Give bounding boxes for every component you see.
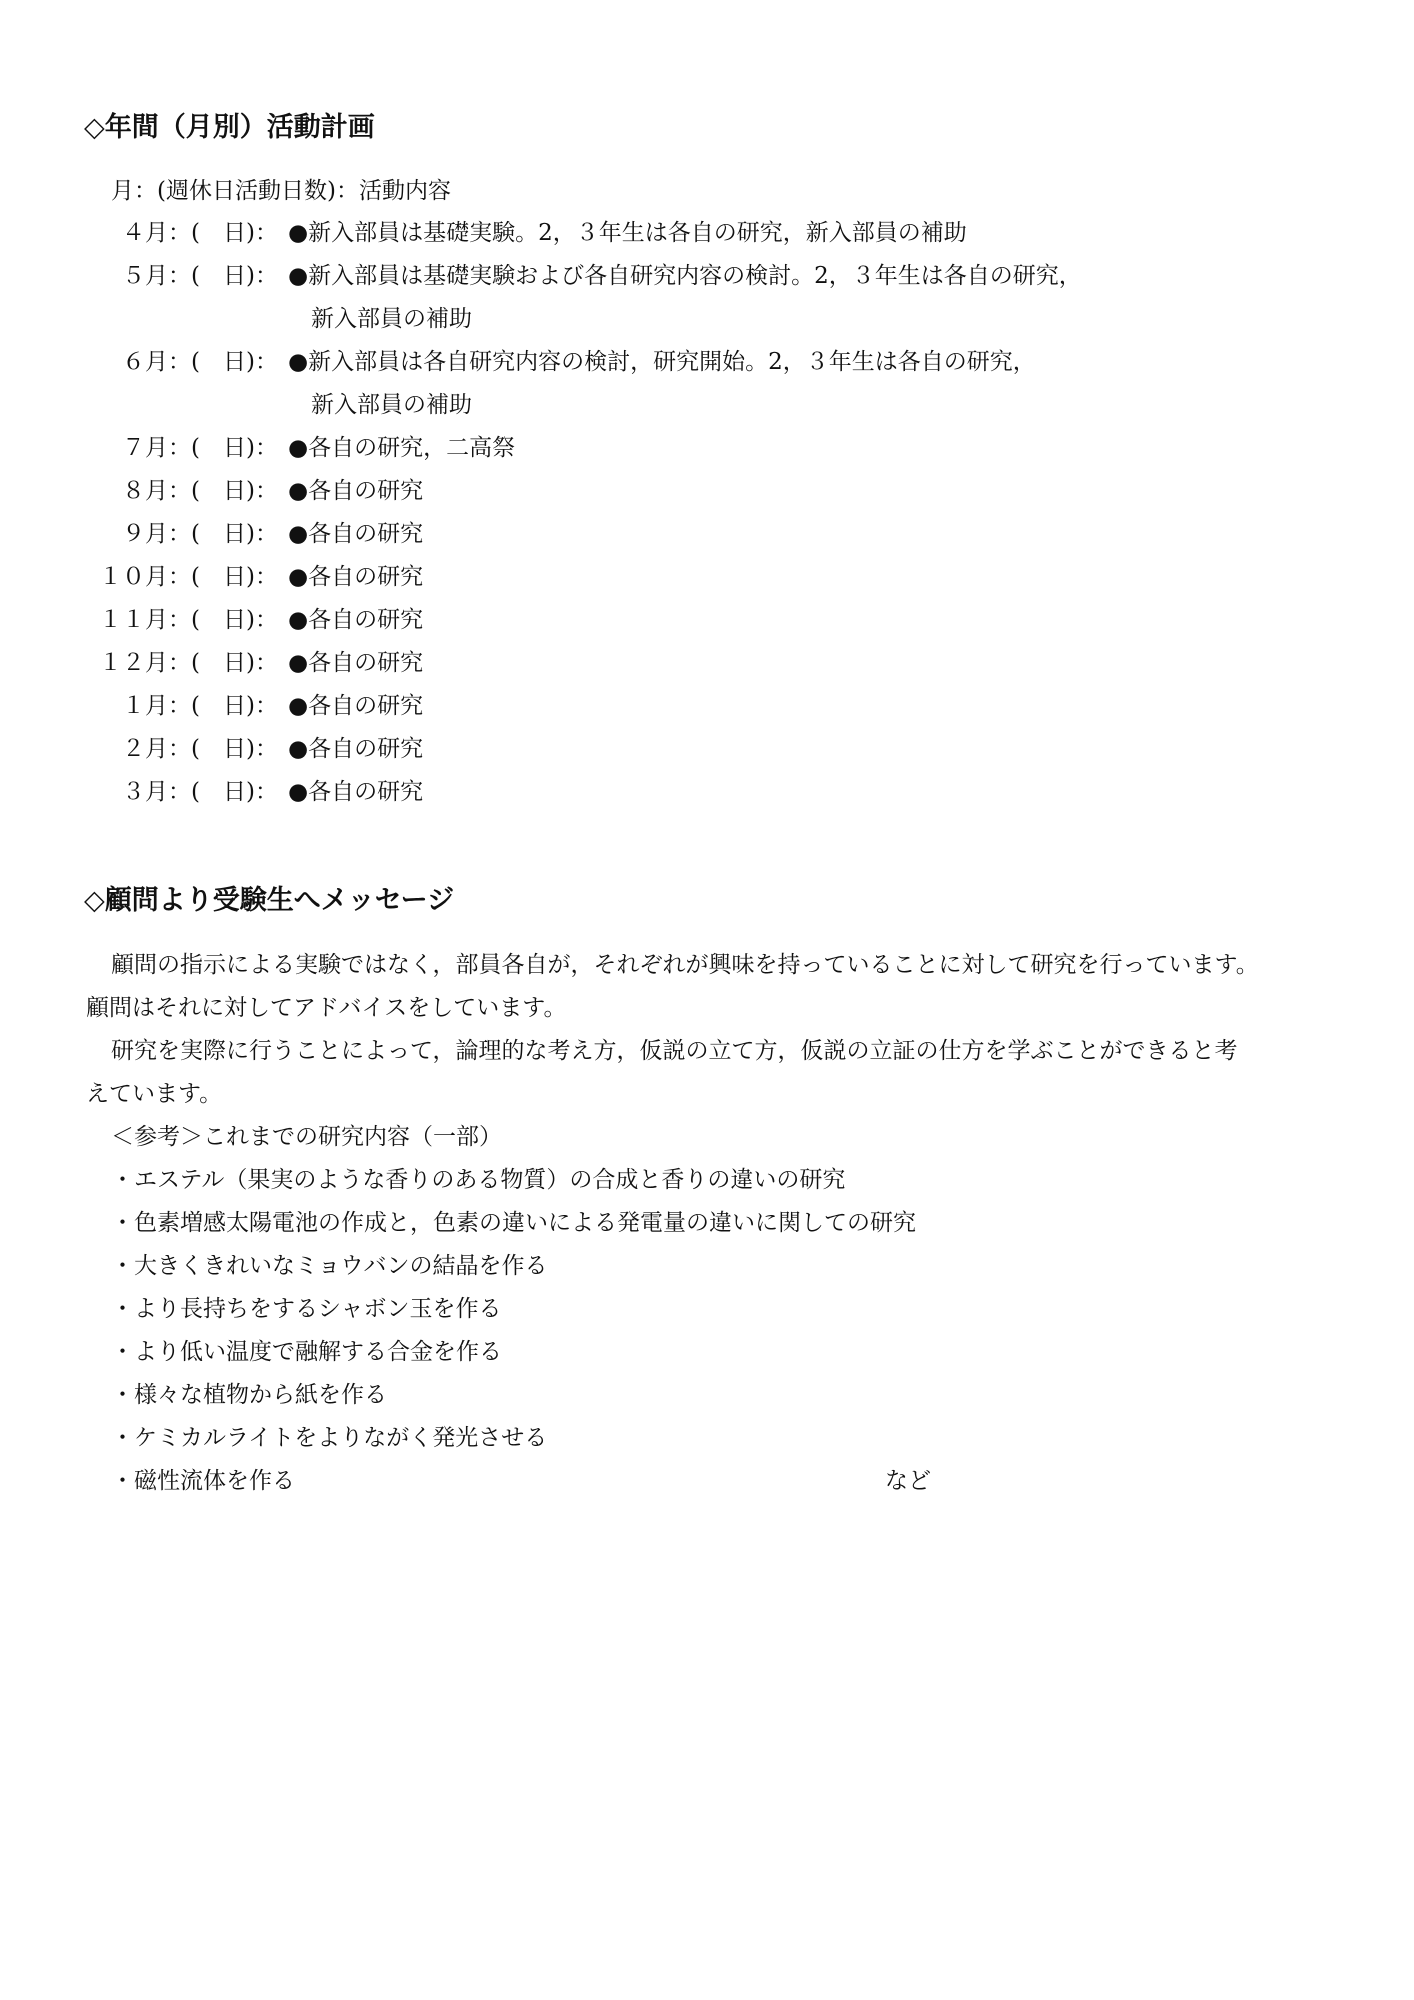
- row-days: ( 日)：: [191, 779, 278, 805]
- row-days: ( 日)：: [191, 263, 278, 289]
- row-days: ( 日)：: [191, 650, 278, 676]
- message-heading: ◇顧問より受験生へメッセージ: [84, 885, 455, 916]
- row-days: ( 日)：: [191, 607, 278, 633]
- row-content-continued: 新入部員の補助: [311, 392, 472, 418]
- row-month: ３月：: [122, 779, 191, 805]
- row-content: ●各自の研究: [288, 650, 424, 676]
- list-item: ・ケミカルライトをよりながく発光させる: [111, 1425, 548, 1451]
- list-item: ・大きくきれいなミョウバンの結晶を作る: [111, 1253, 548, 1279]
- etc-label: など: [885, 1468, 931, 1494]
- message-paragraph-1-line-1: 顧問の指示による実験ではなく，部員各自が，それぞれが興味を持っていることに対して研究を行っています。: [111, 952, 1259, 978]
- row-content: ●各自の研究，二高祭: [288, 435, 516, 461]
- row-content: ●各自の研究: [288, 478, 424, 504]
- row-content: ●各自の研究: [288, 779, 424, 805]
- row-month: ７月：: [122, 435, 191, 461]
- row-month: ２月：: [122, 736, 191, 762]
- list-item: ・より低い温度で融解する合金を作る: [111, 1339, 502, 1365]
- list-item: ・磁性流体を作る: [111, 1468, 295, 1494]
- message-paragraph-2-line-2: えています。: [86, 1081, 223, 1107]
- message-paragraph-2-line-1: 研究を実際に行うことによって，論理的な考え方，仮説の立て方，仮説の立証の仕方を学ぶことができると考: [111, 1038, 1238, 1064]
- row-days: ( 日)：: [191, 478, 278, 504]
- row-days: ( 日)：: [191, 736, 278, 762]
- row-content: ●新入部員は基礎実験。2，３年生は各自の研究，新入部員の補助: [288, 220, 967, 246]
- row-content: ●新入部員は基礎実験および各自研究内容の検討。2，３年生は各自の研究，: [288, 263, 1082, 289]
- list-item: ・より長持ちをするシャボン玉を作る: [111, 1296, 502, 1322]
- row-days: ( 日)：: [191, 693, 278, 719]
- reference-title: ＜参考＞これまでの研究内容（一部）: [111, 1124, 502, 1150]
- row-content: ●各自の研究: [288, 607, 424, 633]
- row-month: ６月：: [122, 349, 191, 375]
- row-content-continued: 新入部員の補助: [311, 306, 472, 332]
- list-item: ・色素増感太陽電池の作成と，色素の違いによる発電量の違いに関しての研究: [111, 1210, 916, 1236]
- row-month: １月：: [122, 693, 191, 719]
- list-item: ・エステル（果実のような香りのある物質）の合成と香りの違いの研究: [111, 1167, 846, 1193]
- row-days: ( 日)：: [191, 220, 278, 246]
- row-content: ●各自の研究: [288, 693, 424, 719]
- row-days: ( 日)：: [191, 521, 278, 547]
- row-month: １１月：: [99, 607, 191, 633]
- plan-legend: 月：(週休日活動日数)：活動内容: [111, 178, 451, 204]
- row-month: ５月：: [122, 263, 191, 289]
- row-content: ●各自の研究: [288, 736, 424, 762]
- message-paragraph-1-line-2: 顧問はそれに対してアドバイスをしています。: [86, 995, 567, 1021]
- plan-heading: ◇年間（月別）活動計画: [84, 112, 375, 143]
- row-month: ８月：: [122, 478, 191, 504]
- row-days: ( 日)：: [191, 564, 278, 590]
- row-days: ( 日)：: [191, 435, 278, 461]
- row-month: ４月：: [122, 220, 191, 246]
- row-content: ●各自の研究: [288, 521, 424, 547]
- row-days: ( 日)：: [191, 349, 278, 375]
- row-month: １０月：: [99, 564, 191, 590]
- row-month: ９月：: [122, 521, 191, 547]
- list-item: ・様々な植物から紙を作る: [111, 1382, 387, 1408]
- row-month: １２月：: [99, 650, 191, 676]
- row-content: ●各自の研究: [288, 564, 424, 590]
- row-content: ●新入部員は各自研究内容の検討，研究開始。2，３年生は各自の研究，: [288, 349, 1036, 375]
